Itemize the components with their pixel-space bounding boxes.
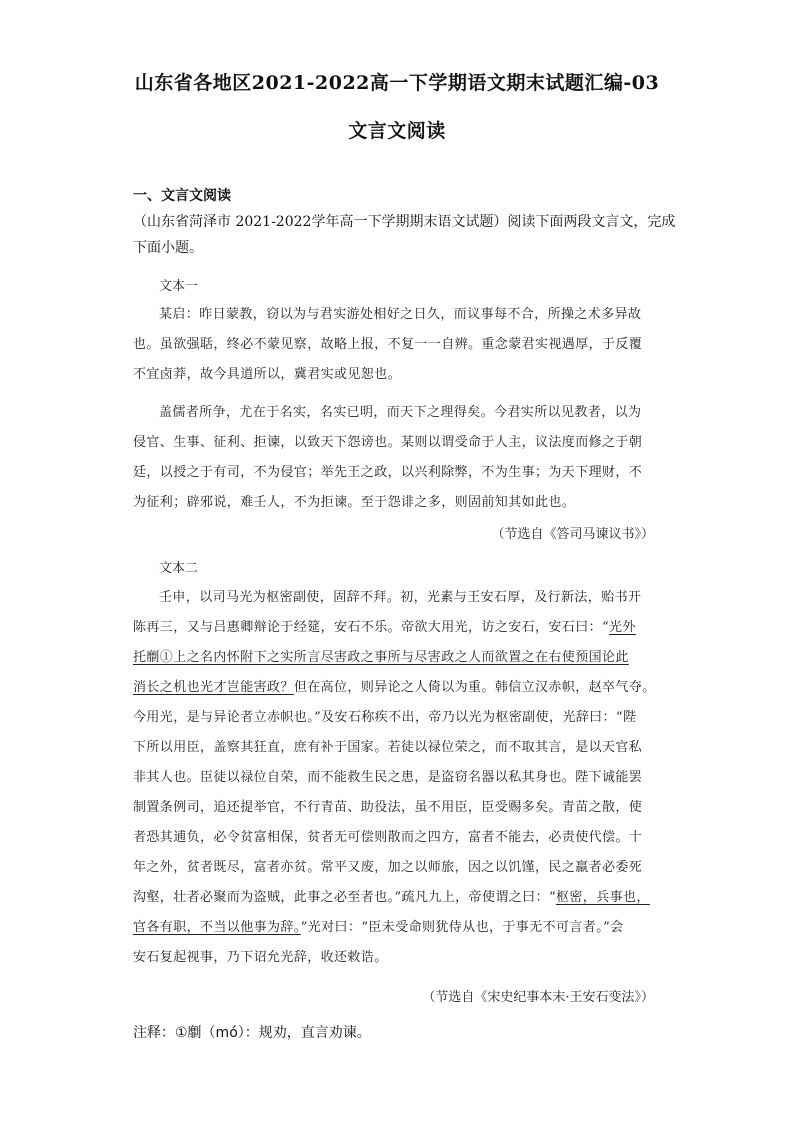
section-heading: 一、文言文阅读 — [133, 188, 231, 204]
text1-line: 廷，以授之于有司，不为侵官；举先王之政，以兴利除弊，不为生事；为天下理财，不 — [133, 465, 643, 480]
question-intro-continued: 下面小题。 — [133, 240, 203, 256]
underlined-passage: 枢密，兵事也， — [556, 890, 650, 905]
text2-line — [133, 644, 663, 672]
text2-line: 下所以用臣，盖察其狂直，庶有补于国家。若徒以禄位荣之，而不取其言，是以天官私 — [133, 740, 643, 755]
text2-line — [133, 674, 663, 702]
text1-source: （节选自《答司马谏议书》） — [491, 527, 654, 542]
text2-line — [133, 614, 663, 642]
question-intro: （山东省菏泽市 2021-2022学年高一下学期期末语文试题）阅读下面两段文言文，完成 — [133, 214, 676, 230]
text2-line: 非其人也。臣徒以禄位自荣，而不能救生民之患，是盗窃名器以私其身也。陛下诚能罢 — [133, 770, 643, 785]
text2-line: 安石复起视事，乃下诏允光辞，收还敕诰。 — [133, 950, 388, 965]
text2-line: 今用光，是与异论者立赤帜也。”及安石称疾不出，帝乃以光为枢密副使，光辞曰：“陛 — [133, 710, 637, 725]
text1-line: 侵官、生事、征利、拒谏，以致天下怨谤也。某则以谓受命于人主，议法度而修之于朝 — [133, 435, 643, 450]
document-title: 山东省各地区2021-2022高一下学期语文期末试题汇编-03 — [134, 72, 660, 94]
text1-line: 某启：昨日蒙教，窃以为与君实游处相好之日久，而议事每不合，所操之术多异故 — [159, 307, 642, 322]
document-subtitle: 文言文阅读 — [348, 120, 446, 142]
text2-line — [133, 914, 663, 942]
footnote: 注释：①劘（mó）：规劝，直言劝谏。 — [133, 1025, 371, 1041]
text2-line-text: ”光对曰：“臣未受命则犹侍从也，于事无不可言者。”会 — [300, 920, 624, 935]
text2-line: 者恐其逋负，必令贫富相保，贫者无可偿则散而之四方，富者不能去，必责使代偿。十 — [133, 830, 643, 845]
text2-line-text: 但在高位，则异论之人倚以为重。韩信立汉赤帜，赵卒气夺。 — [293, 680, 656, 695]
underlined-passage: 官各有职，不当以他事为辞。 — [133, 920, 301, 935]
text1-line: 不宜卤莽，故今具道所以，冀君实或见恕也。 — [133, 367, 402, 382]
text2-source: （节选自《宋史纪事本末·王安石变法》） — [422, 990, 654, 1005]
underlined-passage: 托劘①上之名内怀附下之实所言尽害政之事所与尽害政之人而欲置之在右使预国论此 — [133, 650, 629, 665]
text2-line — [133, 884, 663, 912]
text2-line: 年之外，贫者既尽，富者亦贫。常平又废，加之以师旅，因之以饥馑，民之羸者必委死 — [133, 860, 643, 875]
text2-line-text: 沟壑，壮者必聚而为盗贼，此事之必至者也。”疏凡九上，帝使谓之曰：“ — [133, 890, 556, 905]
text1-line: 盖儒者所争，尤在于名实，名实已明，而天下之理得矣。今君实所以见教者，以为 — [159, 405, 642, 420]
text2-line: 壬申，以司马光为枢密副使，固辞不拜。初，光素与王安石厚，及行新法，贻书开 — [159, 590, 642, 605]
underlined-passage: 消长之机也光才岂能害政？ — [133, 680, 294, 695]
underlined-passage: 光外 — [609, 620, 636, 635]
text1-line: 为征利；辟邪说，难壬人，不为拒谏。至于怨诽之多，则固前知其如此也。 — [133, 495, 576, 510]
text1-label: 文本一 — [159, 279, 199, 294]
text1-line: 也。虽欲强聒，终必不蒙见察，故略上报，不复一一自辨。重念蒙君实视遇厚，于反覆 — [133, 337, 643, 352]
text2-label: 文本二 — [159, 561, 199, 576]
text2-line: 制置条例司，追还提举官，不行青苗、助役法，虽不用臣，臣受赐多矣。青苗之散，使 — [133, 800, 643, 815]
text2-line-text: 陈再三，又与吕惠卿辩论于经筵，安石不乐。帝欲大用光，访之安石，安石曰：“ — [133, 620, 610, 635]
